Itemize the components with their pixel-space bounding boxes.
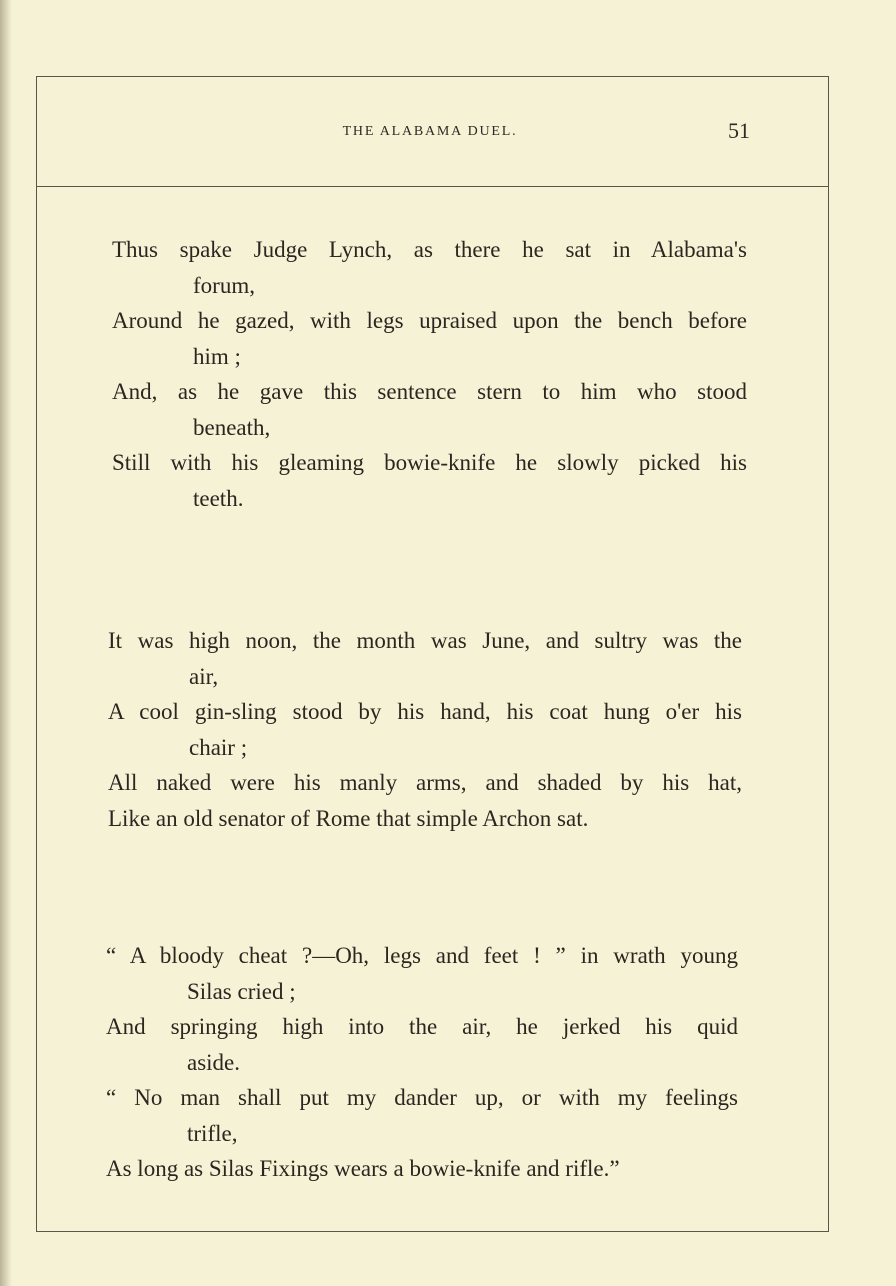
verse-line: It was high noon, the month was June, and sultry was the: [108, 628, 742, 653]
verse-continuation: him ;: [193, 343, 241, 369]
verse-line: “ A bloody cheat ?—Oh, legs and feet ! ” in wrath young: [106, 943, 738, 968]
verse-continuation: air,: [189, 663, 219, 689]
verse-line: And, as he gave this sentence stern to him who stood: [112, 379, 747, 404]
verse-continuation: chair ;: [189, 734, 248, 760]
header-rule: [36, 186, 829, 187]
stanza-2: [108, 623, 742, 836]
verse-line: And springing high into the air, he jerked his quid: [106, 1014, 738, 1039]
page-number: 51: [728, 118, 750, 143]
stanza-1: [112, 232, 747, 516]
verse-continuation: forum,: [193, 272, 255, 298]
verse-line: Like an old senator of Rome that simple Archon sat.: [108, 805, 589, 831]
running-title: THE ALABAMA DUEL.: [342, 124, 518, 139]
verse-line: All naked were his manly arms, and shaded by his hat,: [108, 770, 742, 795]
verse-line: “ No man shall put my dander up, or with my feelings: [106, 1085, 738, 1110]
verse-line: Still with his gleaming bowie-knife he slowly picked his: [112, 450, 747, 475]
verse-continuation: Silas cried ;: [187, 978, 296, 1004]
verse-continuation: teeth.: [193, 485, 244, 511]
verse-line: A cool gin-sling stood by his hand, his coat hung o'er his: [108, 699, 742, 724]
verse-line: Thus spake Judge Lynch, as there he sat in Alabama's: [112, 237, 747, 262]
verse-line: Around he gazed, with legs upraised upon the bench before: [112, 308, 747, 333]
book-spine-shadow: [0, 0, 12, 1286]
verse-line: As long as Silas Fixings wears a bowie-knife and rifle.”: [106, 1156, 620, 1181]
verse-continuation: aside.: [187, 1049, 241, 1075]
verse-continuation: trifle,: [187, 1120, 238, 1146]
verse-continuation: beneath,: [193, 414, 271, 440]
stanza-3: [106, 938, 738, 1187]
